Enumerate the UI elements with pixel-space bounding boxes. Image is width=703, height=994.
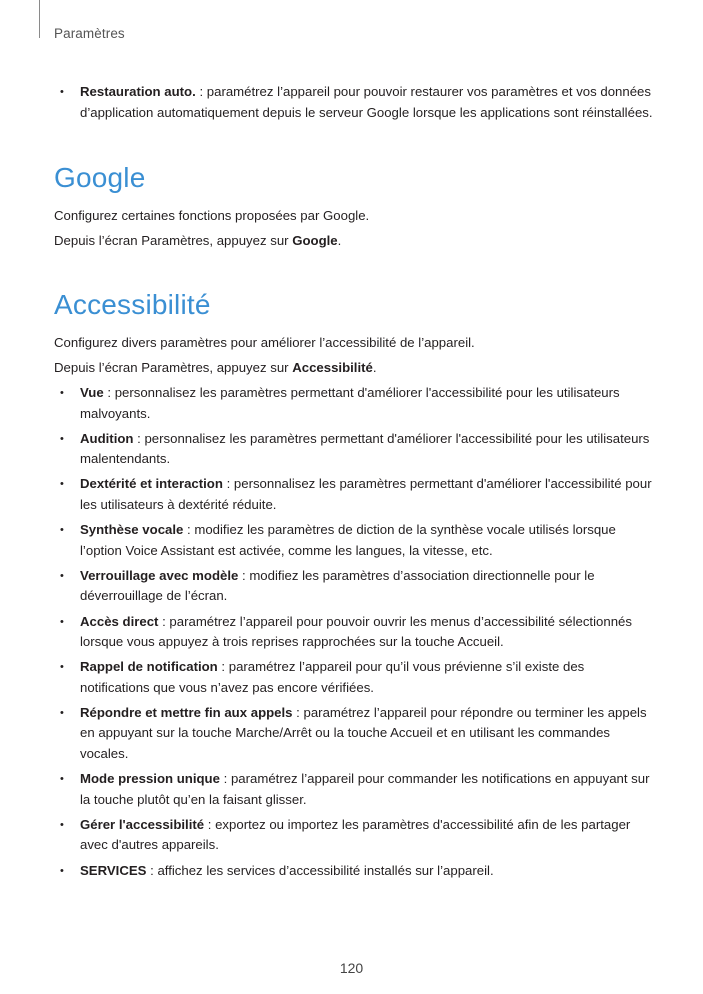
accessibility-section [54, 288, 654, 881]
bullet-icon: • [60, 569, 64, 582]
item-term: SERVICES [80, 862, 147, 878]
bullet-icon: • [60, 86, 64, 98]
section-title-google: Google [54, 162, 146, 194]
item-text: : paramétrez l’appareil pour qu’il vous prévienne s’il existe des notifications que vous n’avez pas encore vérifiées. [80, 659, 585, 695]
page-content [54, 82, 654, 886]
item-text: : personnalisez les paramètres permettant d'améliorer l'accessibilité pour les utilisateurs à dextérité réduite. [80, 476, 652, 513]
page-number: 120 [339, 960, 364, 976]
item-text: : affichez les services d’accessibilité installés sur l’appareil. [146, 862, 494, 878]
item-term: Rappel de notification [80, 659, 218, 675]
nav-prefix: Depuis l’écran Paramètres, appuyez sur [54, 359, 293, 375]
bullet-icon: • [60, 432, 64, 445]
google-navigation [54, 231, 654, 252]
list-item [54, 383, 654, 424]
running-header: Paramètres [54, 26, 125, 41]
list-item [54, 520, 654, 561]
bullet-icon: • [60, 524, 64, 537]
item-term: Répondre et mettre fin aux appels [80, 704, 293, 720]
bullet-icon: • [60, 478, 64, 491]
list-item [54, 82, 654, 123]
google-description: Configurez certaines fonctions proposées par Google. [54, 208, 370, 224]
item-term: Vue [80, 385, 104, 401]
item-term: Mode pression unique [80, 771, 220, 787]
item-text: : paramétrez l’appareil pour pouvoir restaurer vos paramètres et vos données d’application automatiquement depuis le serveur Google lorsque les applications sont réinstallées. [80, 84, 653, 120]
list-item [54, 612, 654, 653]
accessibility-navigation [54, 358, 654, 379]
nav-target: Accessibilité [292, 359, 373, 375]
accessibility-description: Configurez divers paramètres pour améliorer l’accessibilité de l’appareil. [54, 334, 475, 350]
list-item [54, 566, 654, 607]
list-item [54, 657, 654, 698]
item-term: Accès direct [80, 613, 159, 629]
item-term: Audition [80, 430, 134, 446]
nav-target: Google [292, 233, 338, 249]
item-term: Gérer l'accessibilité [80, 816, 205, 832]
item-text: : personnalisez les paramètres permettant d'améliorer l'accessibilité pour les utilisateurs malentendants. [80, 430, 650, 467]
list-item [54, 703, 654, 765]
section-title-accessibility: Accessibilité [54, 288, 211, 320]
bullet-icon: • [60, 773, 64, 786]
list-item [54, 815, 654, 856]
intro-list [54, 82, 654, 123]
bullet-icon: • [60, 818, 64, 831]
accessibility-options-list [54, 383, 654, 881]
item-text: : exportez ou importez les paramètres d'accessibilité afin de les partager avec d'autres appareils. [80, 816, 631, 853]
bullet-icon: • [60, 387, 64, 400]
nav-suffix: . [337, 233, 342, 249]
margin-rule [39, 0, 40, 38]
item-text: : modifiez les paramètres d’association directionnelle pour le déverrouillage de l’écran. [80, 567, 595, 604]
item-term: Dextérité et interaction [80, 476, 223, 492]
nav-prefix: Depuis l’écran Paramètres, appuyez sur [54, 233, 293, 249]
bullet-icon: • [60, 864, 64, 877]
google-section [54, 161, 654, 252]
item-text: : paramétrez l’appareil pour commander les notifications en appuyant sur la touche plutôt qu’en la faisant glisser. [80, 771, 650, 807]
item-term: Verrouillage avec modèle [80, 567, 239, 583]
item-text: : personnalisez les paramètres permettant d'améliorer l'accessibilité pour les utilisateurs malvoyants. [80, 385, 620, 421]
item-term: Restauration auto. [80, 84, 196, 99]
list-item [54, 429, 654, 470]
list-item [54, 861, 654, 882]
bullet-icon: • [60, 706, 64, 719]
list-item [54, 474, 654, 515]
item-text: : paramétrez l’appareil pour pouvoir ouvrir les menus d’accessibilité sélectionnés lorsque vous appuyez à trois reprises rapprochées sur la touche Accueil. [80, 613, 632, 650]
list-item [54, 769, 654, 810]
item-text: : paramétrez l’appareil pour répondre ou terminer les appels en appuyant sur la touche Marche/Arrêt ou la touche Accueil et en utilisant les commandes vocales. [80, 704, 647, 762]
nav-suffix: . [372, 359, 377, 375]
bullet-icon: • [60, 615, 64, 628]
item-text: : modifiez les paramètres de diction de la synthèse vocale utilisés lorsque l’option Voice Assistant est activée, comme les langues, la vitesse, etc. [80, 522, 616, 558]
bullet-icon: • [60, 661, 64, 674]
item-term: Synthèse vocale [80, 522, 184, 538]
